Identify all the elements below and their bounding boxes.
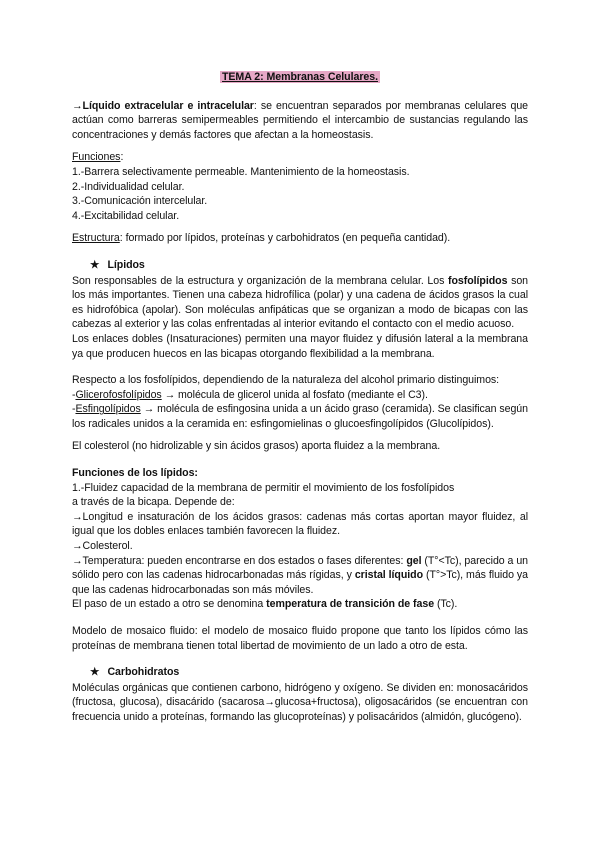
- funciones-colon: :: [120, 151, 124, 164]
- carbohidratos-paragraph: Moléculas orgánicas que contienen carbono, hidrógeno y oxígeno. Se dividen en: monosacáridos (fructosa, glucosa), disacárido (sacarosa→glucosa+fructosa), oligosacáridos (se encuentran con frecuencia unido a proteínas, formando las glucoproteínas) y polisacáridos (almidón, glucógeno).: [72, 681, 528, 723]
- glicero-text: → molécula de glicerol unida al fosfato (mediante el C3).: [161, 388, 428, 401]
- fl6-b: (Tc).: [434, 598, 458, 611]
- fl-line-3: →Longitud e insaturación de los ácidos grasos: cadenas más cortas aportan mayor fluidez, al igual que los dobles enlaces también favorecen la fluidez.: [72, 510, 528, 538]
- fl-line-6: [72, 597, 528, 612]
- fl-line-4: →Colesterol.: [72, 540, 133, 553]
- funciones-lipidos-heading: Funciones de los lípidos:: [72, 467, 198, 480]
- list-item: 4.-Excitabilidad celular.: [72, 209, 180, 222]
- colesterol-paragraph: El colesterol (no hidrolizable y sin ácidos grasos) aporta fluidez a la membrana.: [72, 440, 441, 453]
- lipidos-p1-b: son los más importantes. Tienen una cabeza hidrofílica (polar) y una cadena de ácidos grasos la cual es hidrofóbica (apolar). Son moléculas anfipáticas que se organizan a modo de bicapas con las cabezas al exterior y las colas enfrentadas al interior evitando el contacto con el medio acuoso.: [72, 274, 528, 331]
- page-title: TEMA 2: Membranas Celulares.: [222, 71, 378, 83]
- funciones-label: Funciones: [72, 151, 121, 164]
- mosaico-paragraph: Modelo de mosaico fluido: el modelo de mosaico fluido propone que tanto los lípidos cómo las proteínas de membrana tienen total libertad de movimiento de un lado a otro de esta.: [72, 625, 528, 652]
- fl-line-2: a través de la bicapa. Depende de:: [72, 496, 235, 509]
- glicero-dash: -: [72, 388, 76, 401]
- list-item: 3.-Comunicación intercelular.: [72, 195, 208, 208]
- fl6-a: El paso de un estado a otro se denomina: [72, 598, 267, 611]
- esfingo-dash: -: [72, 403, 76, 416]
- fl5-c: (T°>Tc), más fluido ya que las cadenas hidrocarbonadas son más móviles.: [72, 569, 528, 596]
- lipidos-p1-bold: fosfolípidos: [448, 274, 508, 287]
- lipidos-paragraph-2: Los enlaces dobles (Insaturaciones) permiten una mayor fluidez y difusión lateral a la membrana ya que producen huecos en las bicapas otorgando flexibilidad a la membrana.: [72, 332, 528, 360]
- intro-term: Líquido extracelular e intracelular: [82, 99, 254, 112]
- funciones-list: [72, 150, 528, 223]
- glicero-line: [72, 388, 528, 403]
- esfingo-text: → molécula de esfingosina unida a un ácido graso (ceramida). Se clasifican según los radicales unidos a la ceramida en: esfingomielinas o glucoesfingolípidos (Glucolípidos).: [72, 403, 528, 430]
- lipidos-paragraph-3: Respecto a los fosfolípidos, dependiendo de la naturaleza del alcohol primario distinguimos:: [72, 374, 500, 387]
- lipidos-heading-text: Lípidos: [107, 258, 145, 271]
- glicero-term: Glicerofosfolípidos: [75, 388, 162, 401]
- estructura-text: : formado por lípidos, proteínas y carbohidratos (en pequeña cantidad).: [119, 232, 451, 245]
- star-icon: ★: [90, 258, 100, 271]
- estructura-label: Estructura: [72, 232, 120, 245]
- fl5-cristal: cristal líquido: [354, 569, 424, 582]
- esfingo-line: [72, 402, 528, 431]
- lipidos-paragraph-1: [72, 274, 528, 332]
- fl5-a: →Temperatura: pueden encontrarse en dos estados o fases diferentes:: [72, 554, 407, 567]
- fl5-b: (T°<Tc), parecido a un sólido pero con las cadenas hidrocarbonadas más rígidas, y: [72, 554, 529, 582]
- arrow-glyph: →: [72, 99, 83, 112]
- fl6-bold: temperatura de transición de fase: [266, 598, 435, 611]
- carbohidratos-heading-text: Carbohidratos: [107, 666, 180, 679]
- fl-line-1: 1.-Fluidez capacidad de la membrana de permitir el movimiento de los fosfolípidos: [72, 481, 455, 494]
- title-wrap: [72, 70, 528, 85]
- star-icon: ★: [90, 666, 100, 679]
- esfingo-term: Esfingolípidos: [75, 403, 141, 416]
- list-item: 1.-Barrera selectivamente permeable. Mantenimiento de la homeostasis.: [72, 165, 410, 178]
- carbohidratos-heading: [72, 665, 528, 680]
- intro-paragraph: [72, 99, 528, 143]
- fl5-gel: gel: [406, 554, 422, 567]
- lipidos-heading: [72, 258, 528, 273]
- intro-text: : se encuentran separados por membranas celulares que actúan como barreras semipermeables permitiendo el intercambio de sustancias regulando las concentraciones y demás factores que afectan a la homeostasis.: [72, 99, 528, 141]
- funciones-heading: [72, 150, 528, 165]
- list-item: 2.-Individualidad celular.: [72, 180, 185, 193]
- lipidos-p1-a: Son responsables de la estructura y organización de la membrana celular. Los: [72, 274, 448, 287]
- fl-line-5: [72, 554, 528, 598]
- estructura-paragraph: [72, 231, 528, 246]
